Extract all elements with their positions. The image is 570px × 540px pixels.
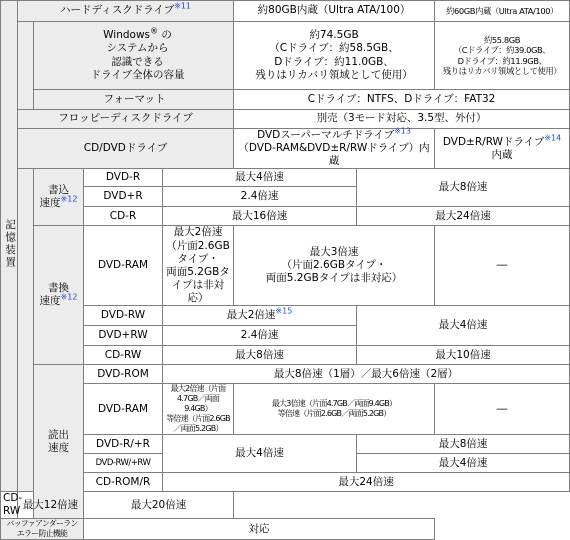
fdd-value: 別売（3モード対応、3.5型、外付） (234, 110, 570, 129)
rewrite-cd-rw-col2: 最大10倍速 (357, 346, 570, 365)
media-dvd-rw-plus-rw: DVD-RW/+RW (84, 454, 163, 473)
format-label: フォーマット (34, 90, 234, 110)
rewrite-dvd-ram-col1a: 最大2倍速 （片面2.6GBタイプ・ 両面5.2GBタイプは非対応） (163, 226, 234, 306)
capacity-label: Windows® の システムから 認識できる ドライブ全体の容量 (34, 22, 234, 90)
read-dvd-rom-value: 最大8倍速（1層）／最大6倍速（2層） (163, 365, 570, 384)
hdd-indent (18, 22, 34, 110)
capacity-col2: 約55.8GB （Cドライブ：約39.0GB、 Dドライブ：約11.9GB、 残りはリカバリ領域として使用） (435, 22, 570, 90)
read-cd-rw-col2: 最大20倍速 (84, 492, 234, 519)
read-cd-rw-col1: 最大12倍速 (18, 492, 84, 519)
buffer-underrun-value: 対応 (84, 519, 435, 540)
write-speed-label: 書込 速度$^{※12}$ (34, 169, 84, 226)
hdd-col2: 約60GB内蔵（Ultra ATA/100） (435, 1, 570, 22)
write-dvd-r-col1: 最大4倍速 (163, 169, 357, 187)
read-dvd-shared-col1: 最大4倍速 (163, 435, 357, 473)
media-dvd-rom: DVD-ROM (84, 365, 163, 384)
media-cd-rw: CD-RW (84, 346, 163, 365)
capacity-col1: 約74.5GB （Cドライブ：約58.5GB、 Dドライブ：約11.0GB、 残りはリカバリ領域として使用） (234, 22, 435, 90)
rewrite-dvd-plus-rw-col1: 2.4倍速 (163, 326, 357, 346)
category-storage: 記憶装置 (1, 1, 18, 492)
media-cd-r: CD-R (84, 207, 163, 226)
read-dvd-r-plus-r-col2: 最大8倍速 (357, 435, 570, 454)
rewrite-dvd-rw-col1: 最大2倍速$^{※15}$ (163, 306, 357, 326)
read-dvd-ram-col1b: 最大3倍速（片面4.7GB／両面9.4GB） 等倍速（片面2.6GB／両面5.2GB） (234, 384, 435, 435)
write-cd-r-col2: 最大24倍速 (357, 207, 570, 226)
media-dvd-r: DVD-R (84, 169, 163, 187)
read-speed-label: 読出 速度 (34, 365, 84, 519)
hdd-label: ハードディスクドライブ$^{※11}$ (18, 1, 234, 22)
rewrite-cd-rw-col1: 最大8倍速 (163, 346, 357, 365)
rewrite-dvd-ram-col1b: 最大3倍速 （片面2.6GBタイプ・ 両面5.2GBタイプは非対応） (234, 226, 435, 306)
cddvd-col1: DVDスーパーマルチドライブ$^{※13}$ （DVD-RAM&DVD±R/RWドライブ）内蔵 (234, 129, 435, 169)
read-dvd-ram-col1a: 最大2倍速（片面4.7GB／両面9.4GB） 等倍速（片面2.6GB／両面5.2GB） (163, 384, 234, 435)
read-dvd-rw-plus-rw-col2: 最大4倍速 (357, 454, 570, 473)
rewrite-dvd-rw-col2: 最大4倍速 (357, 306, 570, 346)
rewrite-dvd-ram-col2: ― (435, 226, 570, 306)
media-dvd-plus-rw: DVD+RW (84, 326, 163, 346)
read-dvd-ram-col2: ― (435, 384, 570, 435)
buffer-underrun-label: バッファアンダーランエラー防止機能 (1, 519, 84, 540)
cddvd-label: CD/DVDドライブ (18, 129, 234, 169)
cddvd-col2: DVD±R/RWドライブ$^{※14}$ 内蔵 (435, 129, 570, 169)
hdd-col1: 約80GB内蔵（Ultra ATA/100） (234, 1, 435, 22)
media-read-dvd-ram: DVD-RAM (84, 384, 163, 435)
media-cd-rom-r: CD-ROM/R (84, 473, 163, 492)
read-cd-rom-value: 最大24倍速 (163, 473, 570, 492)
media-dvd-rw: DVD-RW (84, 306, 163, 326)
media-dvd-plus-r: DVD+R (84, 187, 163, 207)
media-read-cd-rw: CD-RW (1, 492, 18, 519)
media-dvd-r-plus-r: DVD-R/+R (84, 435, 163, 454)
media-dvd-ram: DVD-RAM (84, 226, 163, 306)
write-cd-r-col1: 最大16倍速 (163, 207, 357, 226)
cddvd-indent (18, 169, 34, 492)
rewrite-speed-label: 書換 速度$^{※12}$ (34, 226, 84, 365)
fdd-label: フロッピーディスクドライブ (18, 110, 234, 129)
write-dvd-plus-r-col1: 2.4倍速 (163, 187, 357, 207)
write-dvd-r-col2: 最大8倍速 (357, 169, 570, 207)
format-value: Cドライブ：NTFS、Dドライブ：FAT32 (234, 90, 570, 110)
